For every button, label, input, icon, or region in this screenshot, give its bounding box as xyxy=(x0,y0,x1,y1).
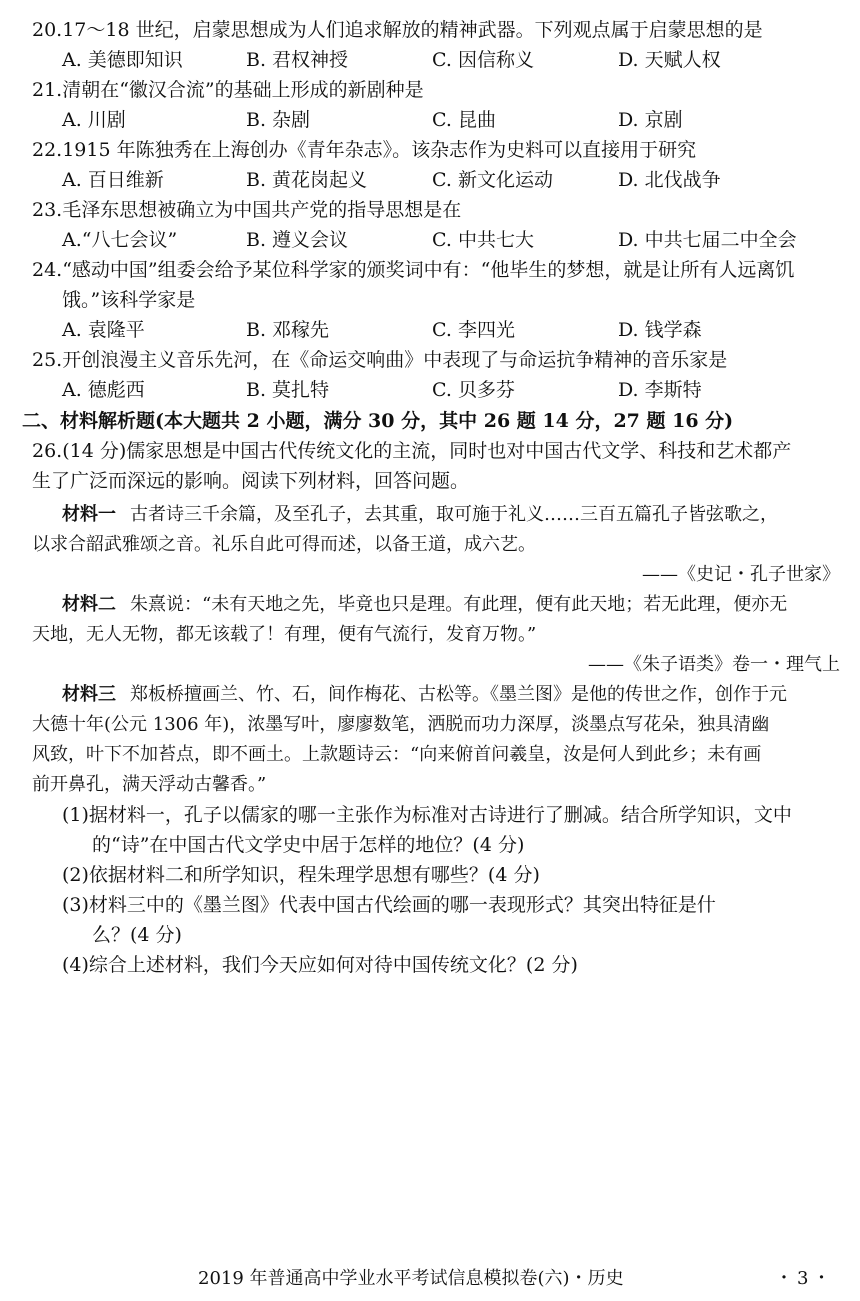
material-label: 材料一 xyxy=(62,504,116,525)
option-a: A.“八七会议” xyxy=(62,229,178,251)
option-b: B. 君权神授 xyxy=(246,49,349,71)
option-a: A. 袁隆平 xyxy=(62,319,145,341)
option-d: D. 天赋人权 xyxy=(618,49,721,71)
question-number: 24. xyxy=(32,259,63,281)
footer-title: 2019 年普通高中学业水平考试信息模拟卷(六)・历史 xyxy=(198,1268,624,1289)
question-22-options xyxy=(62,167,820,193)
option-a: A. 德彪西 xyxy=(62,379,145,401)
material-text: 郑板桥擅画兰、竹、石，间作梅花、古松等。《墨兰图》是他的传世之作，创作于元 xyxy=(130,684,787,705)
question-25-stem xyxy=(32,347,727,373)
material-3-continued: 前开鼻孔，满天浮动古馨香。” xyxy=(32,774,267,795)
page-number: ・3・ xyxy=(775,1268,835,1289)
sub-question-3: (3)材料三中的《墨兰图》代表中国古代绘画的哪一表现形式？其突出特征是什 xyxy=(62,894,716,916)
question-22-stem xyxy=(32,137,696,163)
material-2 xyxy=(62,592,787,618)
question-23-stem xyxy=(32,197,461,223)
material-3-continued: 大德十年(公元 1306 年)，浓墨写叶，廖廖数笔，洒脱而功力深厚，淡墨点写花朵，独具清幽 xyxy=(32,714,770,735)
question-text: 1915 年陈独秀在上海创办《青年杂志》。该杂志作为史料可以直接用于研究 xyxy=(62,139,697,161)
option-b: B. 莫扎特 xyxy=(246,379,330,401)
question-24-options xyxy=(62,317,820,343)
option-a: A. 美德即知识 xyxy=(62,49,183,71)
sub-question-4: (4)综合上述材料，我们今天应如何对待中国传统文化？(2 分) xyxy=(62,954,578,976)
material-label: 材料二 xyxy=(62,594,116,615)
question-23-options xyxy=(62,227,820,253)
material-1 xyxy=(62,502,778,528)
question-24-stem-continued: 饿。”该科学家是 xyxy=(62,289,196,311)
sub-question-2: (2)依据材料二和所学知识，程朱理学思想有哪些？(4 分) xyxy=(62,864,540,886)
question-text: 毛泽东思想被确立为中国共产党的指导思想是在 xyxy=(62,199,462,221)
question-number: 23. xyxy=(32,199,63,221)
material-label: 材料三 xyxy=(62,684,116,705)
option-c: C. 中共七大 xyxy=(432,229,534,251)
option-b: B. 杂剧 xyxy=(246,109,311,131)
option-d: D. 中共七届二中全会 xyxy=(618,229,797,251)
option-d: D. 李斯特 xyxy=(618,379,702,401)
question-number: 20. xyxy=(32,19,63,41)
question-25-options xyxy=(62,377,820,403)
question-text: 清朝在“徽汉合流”的基础上形成的新剧种是 xyxy=(62,79,424,101)
material-2-continued: 天地，无人无物，都无该载了！有理，便有气流行，发育万物。” xyxy=(32,624,537,645)
option-c: C. 昆曲 xyxy=(432,109,496,131)
sub-question-3-continued: 么？(4 分) xyxy=(92,924,182,946)
option-d: D. 京剧 xyxy=(618,109,683,131)
material-3 xyxy=(62,682,787,708)
material-1-source: ——《史记・孔子世家》 xyxy=(642,564,840,585)
question-number: 21. xyxy=(32,79,63,101)
option-d: D. 北伐战争 xyxy=(618,169,721,191)
material-text: 朱熹说：“未有天地之先，毕竟也只是理。有此理，便有此天地；若无此理，便亦无 xyxy=(130,594,788,615)
question-21-stem xyxy=(32,77,424,103)
question-text: “感动中国”组委会给予某位科学家的颁奖词中有：“他毕生的梦想，就是让所有人远离饥 xyxy=(62,259,795,281)
option-c: C. 新文化运动 xyxy=(432,169,553,191)
option-d: D. 钱学森 xyxy=(618,319,702,341)
option-c: C. 李四光 xyxy=(432,319,515,341)
question-26-intro-continued: 生了广泛而深远的影响。阅读下列材料，回答问题。 xyxy=(32,470,470,492)
question-20-stem xyxy=(32,17,763,43)
question-26-intro: 26.(14 分)儒家思想是中国古代传统文化的主流，同时也对中国古代文学、科技和艺术都产 xyxy=(32,440,792,462)
option-b: B. 遵义会议 xyxy=(246,229,349,251)
question-text: 开创浪漫主义音乐先河，在《命运交响曲》中表现了与命运抗争精神的音乐家是 xyxy=(62,349,728,371)
question-24-stem xyxy=(32,257,794,283)
option-b: B. 邓稼先 xyxy=(246,319,330,341)
question-number: 22. xyxy=(32,139,63,161)
sub-question-1: (1)据材料一，孔子以儒家的哪一主张作为标准对古诗进行了删减。结合所学知识，文中 xyxy=(62,804,792,826)
option-a: A. 川剧 xyxy=(62,109,126,131)
question-text: 17～18 世纪，启蒙思想成为人们追求解放的精神武器。下列观点属于启蒙思想的是 xyxy=(62,19,763,41)
section-heading: 二、材料解析题(本大题共 2 小题，满分 30 分，其中 26 题 14 分，27 题 16 分) xyxy=(22,410,734,432)
option-c: C. 因信称义 xyxy=(432,49,534,71)
material-text: 古者诗三千余篇，及至孔子，去其重，取可施于礼义……三百五篇孔子皆弦歌之， xyxy=(130,504,778,525)
question-20-options xyxy=(62,47,820,73)
option-b: B. 黄花岗起义 xyxy=(246,169,368,191)
option-c: C. 贝多芬 xyxy=(432,379,515,401)
sub-question-1-continued: 的“诗”在中国古代文学史中居于怎样的地位？(4 分) xyxy=(92,834,525,856)
material-3-continued: 风致，叶下不加苔点，即不画土。上款题诗云：“向来俯首问羲皇，汝是何人到此乡；未有画 xyxy=(32,744,762,765)
question-number: 25. xyxy=(32,349,63,371)
material-2-source: ——《朱子语类》卷一・理气上 xyxy=(588,654,840,675)
question-21-options xyxy=(62,107,820,133)
material-1-continued: 以求合韶武雅颂之音。礼乐自此可得而述，以备王道，成六艺。 xyxy=(32,534,536,555)
option-a: A. 百日维新 xyxy=(62,169,164,191)
